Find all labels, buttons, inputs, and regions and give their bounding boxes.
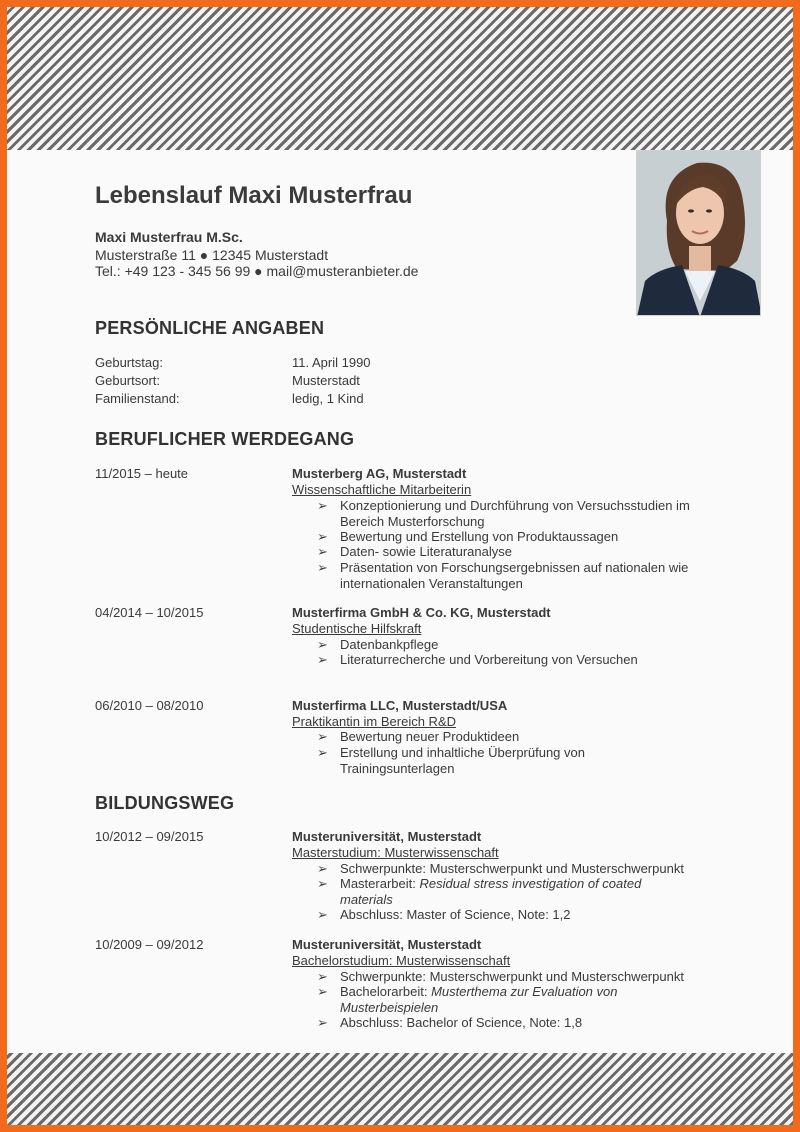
career-period: 06/2010 – 08/2010	[95, 698, 204, 713]
bullet-icon: ➢	[317, 637, 328, 652]
education-bullet: Schwerpunkte: Musterschwerpunkt und Musterschwerpunkt	[340, 861, 684, 876]
bullet-icon: ➢	[317, 560, 328, 575]
top-stripe-band	[7, 7, 793, 150]
career-bullet: Erstellung und inhaltliche Überprüfung von Trainingsunterlagen	[340, 745, 585, 776]
thesis-title: Musterthema zur Evaluation von Musterbeispielen	[340, 984, 618, 1015]
cv-title: Lebenslauf Maxi Musterfrau	[95, 182, 413, 209]
bullet-icon: ➢	[317, 729, 328, 744]
career-period: 04/2014 – 10/2015	[95, 605, 204, 620]
personal-value: ledig, 1 Kind	[292, 391, 364, 406]
education-bullet: Abschluss: Bachelor of Science, Note: 1,8	[340, 1015, 583, 1030]
education-period: 10/2009 – 09/2012	[95, 937, 204, 952]
education-bullet: Abschluss: Master of Science, Note: 1,2	[340, 907, 571, 922]
personal-label: Geburtsort:	[95, 373, 161, 388]
bullet-icon: ➢	[317, 876, 328, 891]
profile-photo	[636, 150, 761, 316]
section-heading-personal: PERSÖNLICHE ANGABEN	[95, 318, 325, 338]
personal-label: Geburtstag:	[95, 355, 163, 370]
bullet-icon: ➢	[317, 984, 328, 999]
bullet-icon: ➢	[317, 745, 328, 760]
career-employer: Musterfirma GmbH & Co. KG, Musterstadt	[292, 605, 551, 620]
career-period: 11/2015 – heute	[95, 466, 189, 481]
education-degree: Bachelorstudium: Musterwissenschaft	[292, 953, 511, 968]
education-bullet	[340, 876, 670, 907]
personal-value: Musterstadt	[292, 373, 360, 388]
bullet-icon: ➢	[317, 498, 328, 513]
education-bullet	[340, 984, 650, 1015]
contact-line: Tel.: +49 123 - 345 56 99 ● mail@musteranbieter.de	[95, 263, 419, 279]
career-bullet: Literaturrecherche und Vorbereitung von Versuchen	[340, 652, 638, 667]
cv-page	[7, 7, 793, 1125]
thesis-title: Residual stress investigation of coated materials	[340, 876, 642, 907]
bullet-icon: ➢	[317, 861, 328, 876]
education-institution: Musteruniversität, Musterstadt	[292, 829, 482, 844]
bullet-icon: ➢	[317, 969, 328, 984]
bullet-icon: ➢	[317, 529, 328, 544]
career-role: Studentische Hilfskraft	[292, 621, 422, 636]
career-bullet: Konzeptionierung und Durchführung von Versuchsstudien im Bereich Musterforschung	[340, 498, 690, 529]
address-line: Musterstraße 11 ● 12345 Musterstadt	[95, 247, 329, 263]
career-bullet: Datenbankpflege	[340, 637, 439, 652]
personal-label: Familienstand:	[95, 391, 180, 406]
person-name: Maxi Musterfrau M.Sc.	[95, 229, 243, 245]
career-bullet: Daten- sowie Literaturanalyse	[340, 544, 512, 559]
section-heading-career: BERUFLICHER WERDEGANG	[95, 429, 355, 449]
career-employer: Musterberg AG, Musterstadt	[292, 466, 467, 481]
career-role: Praktikantin im Bereich R&D	[292, 714, 456, 729]
education-bullet: Schwerpunkte: Musterschwerpunkt und Musterschwerpunkt	[340, 969, 684, 984]
education-degree: Masterstudium: Musterwissenschaft	[292, 845, 499, 860]
education-bullet-prefix: Bachelorarbeit:	[340, 984, 432, 999]
bottom-stripe-band	[7, 1053, 793, 1125]
personal-value: 11. April 1990	[292, 355, 371, 370]
education-period: 10/2012 – 09/2015	[95, 829, 204, 844]
career-bullet: Bewertung und Erstellung von Produktaussagen	[340, 529, 619, 544]
career-bullet: Präsentation von Forschungsergebnissen auf nationalen wie internationalen Veranstaltungen	[340, 560, 689, 591]
bullet-icon: ➢	[317, 1015, 328, 1030]
career-role: Wissenschaftliche Mitarbeiterin	[292, 482, 472, 497]
career-employer: Musterfirma LLC, Musterstadt/USA	[292, 698, 508, 713]
education-bullet-prefix: Masterarbeit:	[340, 876, 420, 891]
bullet-icon: ➢	[317, 544, 328, 559]
education-institution: Musteruniversität, Musterstadt	[292, 937, 482, 952]
section-heading-education: BILDUNGSWEG	[95, 793, 235, 813]
career-bullet: Bewertung neuer Produktideen	[340, 729, 520, 744]
bullet-icon: ➢	[317, 652, 328, 667]
bullet-icon: ➢	[317, 907, 328, 922]
